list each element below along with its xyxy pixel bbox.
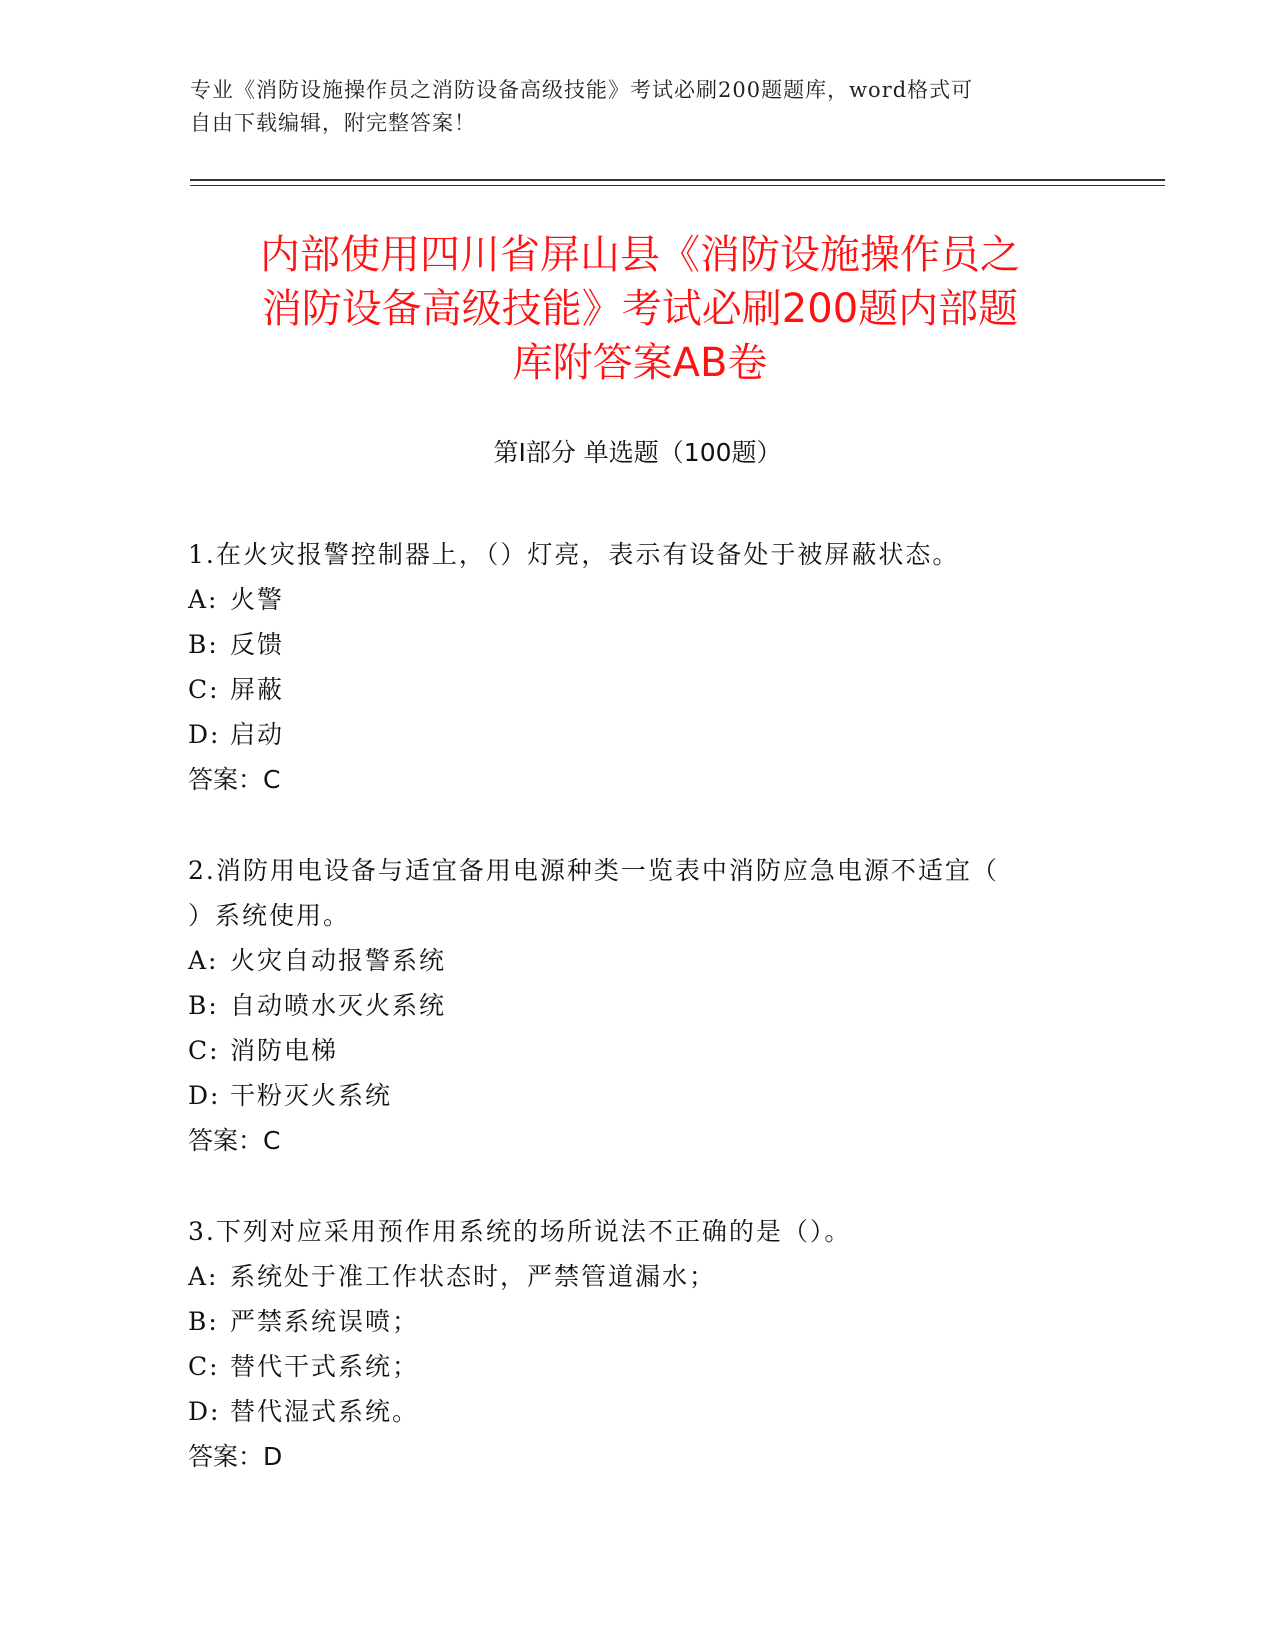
option-a: [188, 1254, 1088, 1299]
option-b: [188, 622, 1088, 667]
option-key: B:: [188, 630, 219, 659]
option-key: D:: [188, 1081, 221, 1110]
option-a: [188, 938, 1088, 983]
option-a: [188, 577, 1088, 622]
option-b: [188, 983, 1088, 1028]
answer: 答案：D: [188, 1442, 283, 1471]
option-b: [188, 1299, 1088, 1344]
question-1: [188, 532, 1088, 802]
option-text: 系统处于准工作状态时，严禁管道漏水；: [230, 1262, 717, 1291]
option-text: 自动喷水灭火系统: [230, 991, 447, 1020]
option-key: D:: [188, 720, 221, 749]
document-title-line-3: 库附答案AB卷: [512, 340, 768, 386]
header-note-line-2: 自由下载编辑，附完整答案！: [190, 111, 476, 135]
header-note-line-1: 专业《消防设施操作员之消防设备高级技能》考试必刷200题题库，word格式可: [190, 78, 974, 102]
question-stem: [188, 532, 1088, 577]
question-stem-line: 3.下列对应采用预作用系统的场所说法不正确的是（）。: [188, 1217, 852, 1246]
option-key: C:: [188, 1036, 220, 1065]
option-key: D:: [188, 1397, 221, 1426]
option-key: C:: [188, 1352, 220, 1381]
question-stem: [188, 848, 1088, 938]
option-text: 火灾自动报警系统: [230, 946, 447, 975]
option-text: 启动: [230, 720, 285, 749]
option-c: [188, 1028, 1088, 1073]
section-title: 第Ⅰ部分 单选题（100题）: [493, 438, 782, 467]
header-divider-thick: [190, 179, 1165, 181]
option-key: A:: [188, 946, 219, 975]
option-text: 严禁系统误喷；: [230, 1307, 420, 1336]
option-key: A:: [188, 585, 219, 614]
option-c: [188, 1344, 1088, 1389]
question-list: [188, 532, 1088, 1525]
option-d: [188, 712, 1088, 757]
option-text: 消防电梯: [230, 1036, 339, 1065]
option-d: [188, 1073, 1088, 1118]
option-d: [188, 1389, 1088, 1434]
option-key: A:: [188, 1262, 219, 1291]
answer: 答案：C: [188, 1126, 281, 1155]
option-key: C:: [188, 675, 220, 704]
option-text: 屏蔽: [230, 675, 285, 704]
document-title-line-1: 内部使用四川省屏山县《消防设施操作员之: [260, 232, 1020, 278]
option-text: 替代湿式系统。: [230, 1397, 420, 1426]
question-stem: [188, 1209, 1088, 1254]
header-divider-thin: [190, 185, 1165, 186]
header-note: [190, 74, 1090, 140]
option-text: 火警: [230, 585, 285, 614]
answer: 答案：C: [188, 765, 281, 794]
option-c: [188, 667, 1088, 712]
question-stem-line: ）系统使用。: [188, 901, 351, 930]
question-3: [188, 1209, 1088, 1479]
option-text: 反馈: [230, 630, 285, 659]
option-text: 替代干式系统；: [230, 1352, 420, 1381]
option-text: 干粉灭火系统: [230, 1081, 393, 1110]
document-title-line-2: 消防设备高级技能》考试必刷200题内部题: [261, 286, 1019, 332]
question-stem-line: 1.在火灾报警控制器上，（）灯亮，表示有设备处于被屏蔽状态。: [188, 540, 960, 569]
document-title: [160, 228, 1120, 390]
option-key: B:: [188, 991, 219, 1020]
option-key: B:: [188, 1307, 219, 1336]
question-2: [188, 848, 1088, 1163]
question-stem-line: 2.消防用电设备与适宜备用电源种类一览表中消防应急电源不适宜（: [188, 856, 999, 885]
